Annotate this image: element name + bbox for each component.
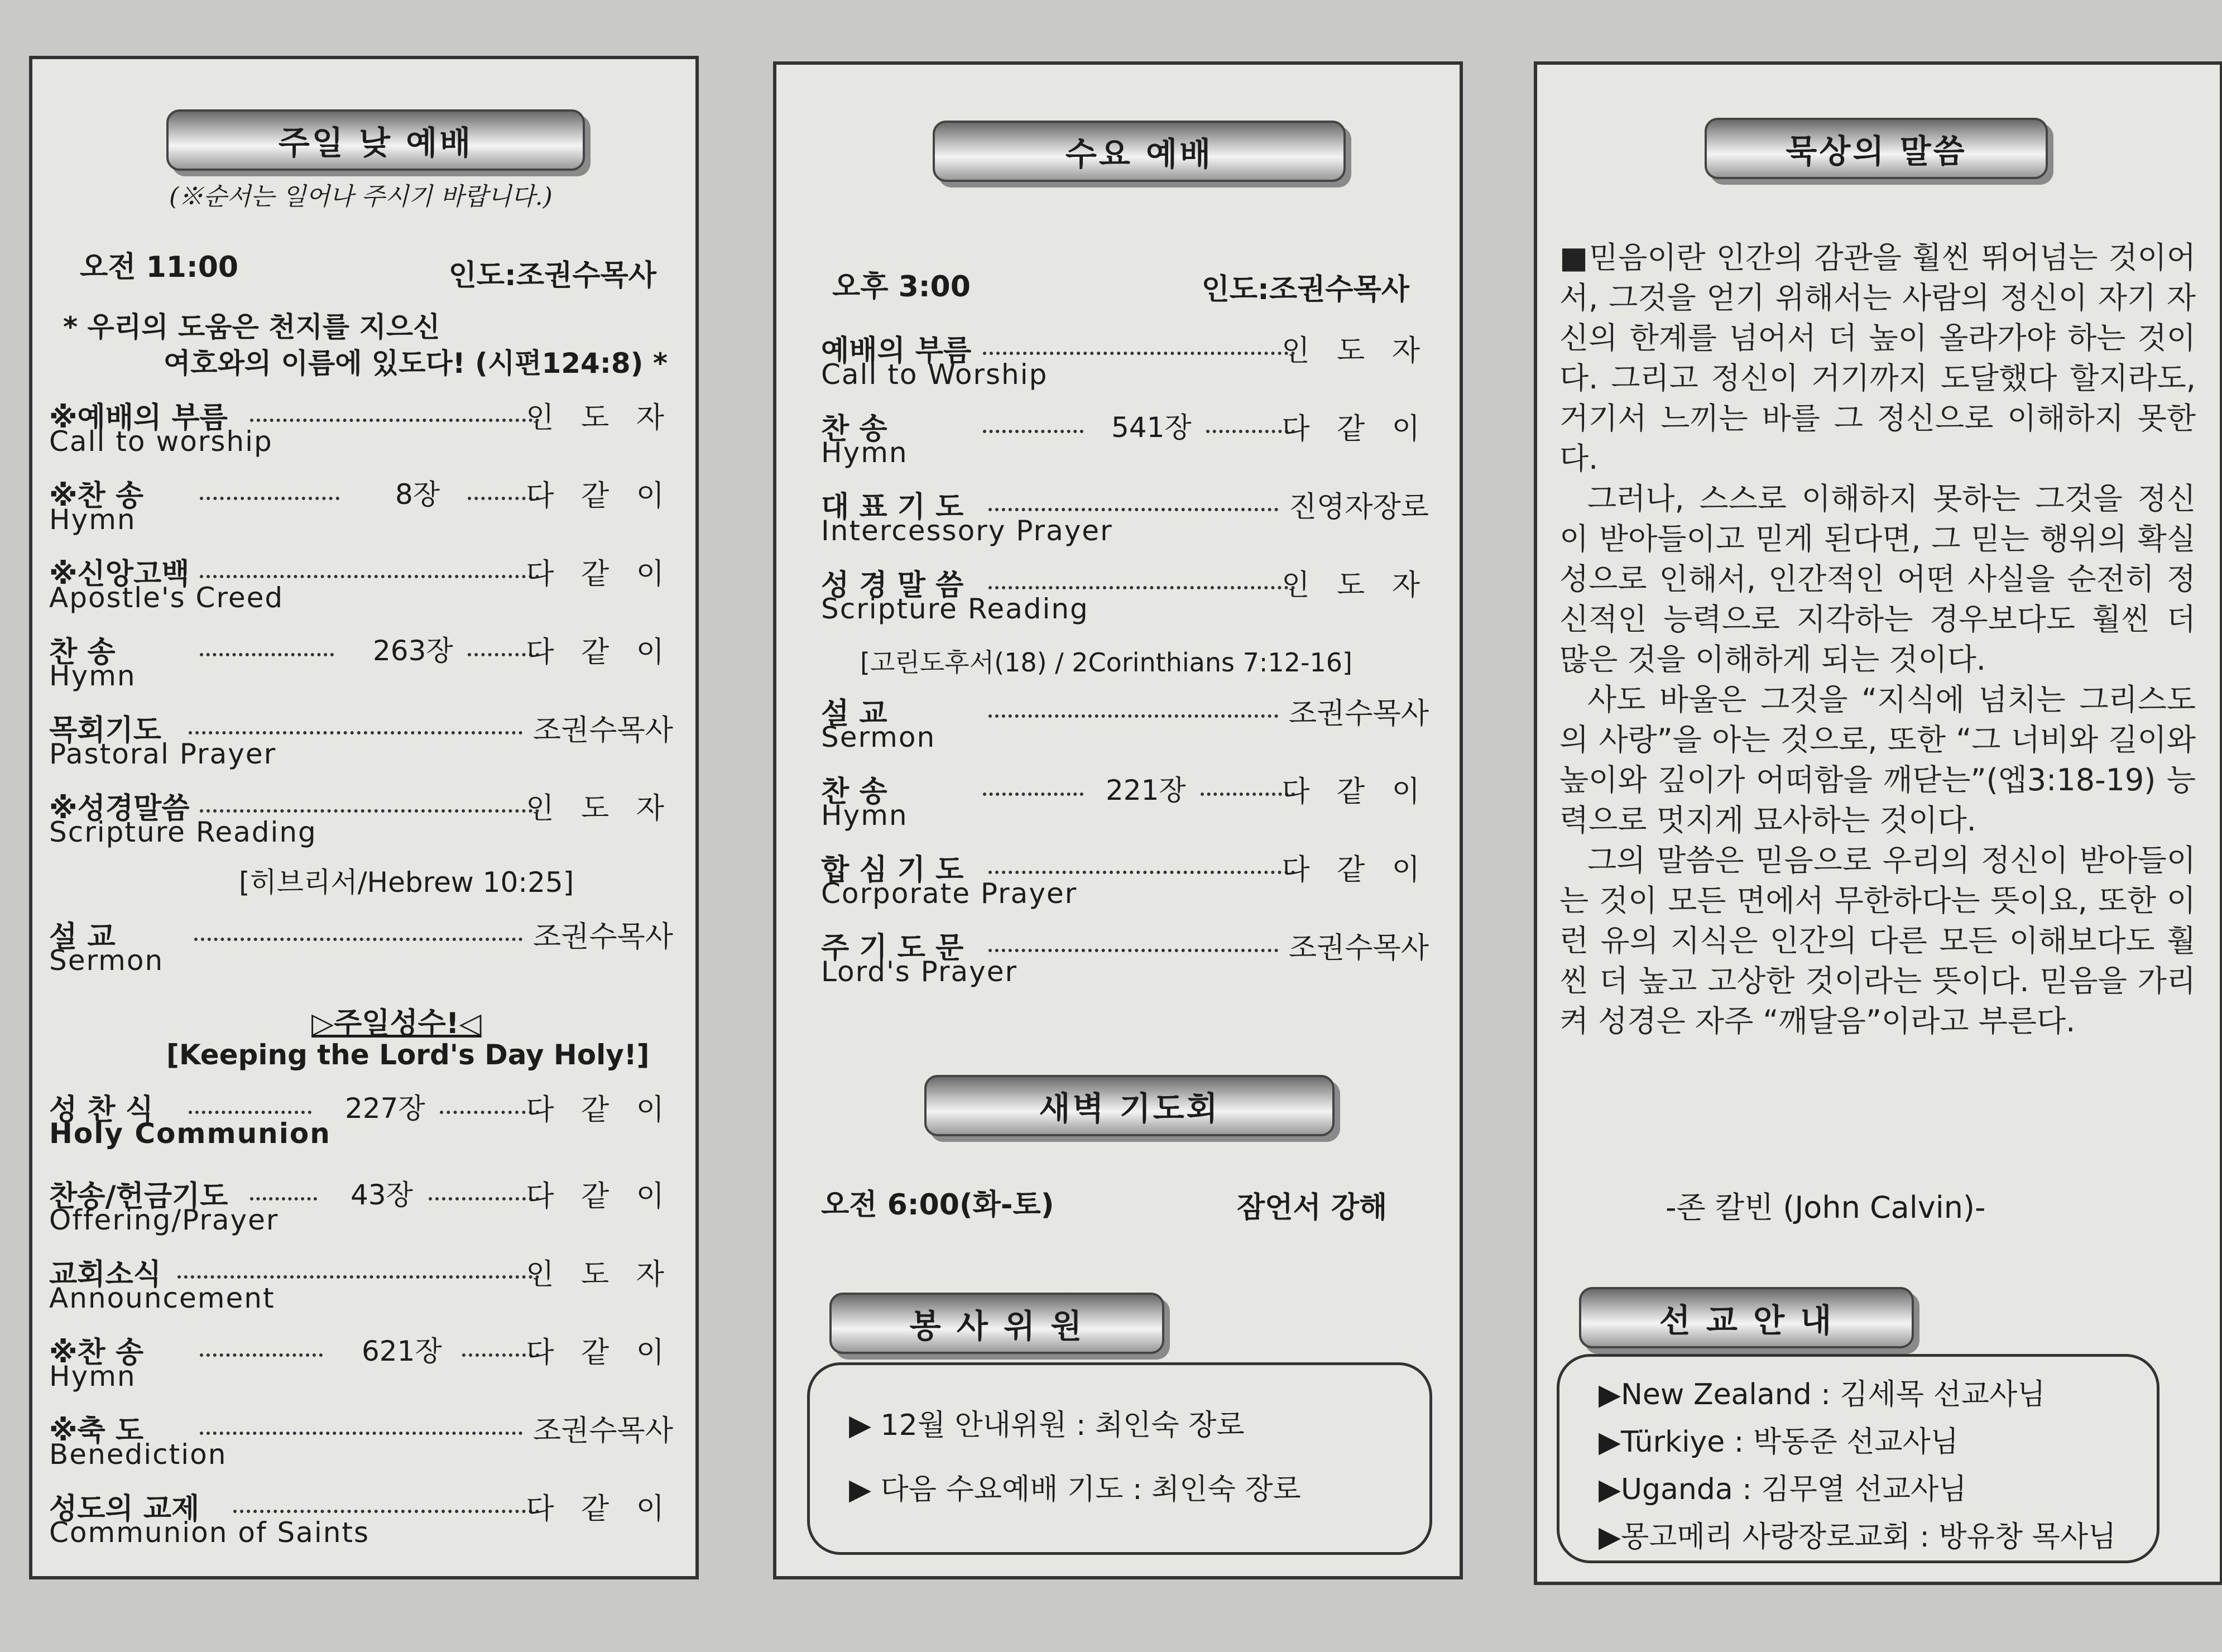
mission-item: ▶Türkiye : 박동준 선교사님 [1599,1425,1959,1459]
leader-dots [200,494,339,500]
order-item [49,1407,673,1485]
item-label: 목회기도 [49,714,161,747]
dawn-prayer-topic: 잠언서 강해 [1237,1191,1388,1224]
item-label: 합 심 기 도 [821,853,964,887]
hymn-number: 541장 [1111,411,1192,444]
wednesday-service-title: 수요 예배 [933,121,1346,182]
mission-item: ▶몽고메리 사랑장로교회 : 방유창 목사님 [1599,1520,2117,1554]
order-item [49,394,673,472]
item-english: Apostle's Creed [49,582,284,614]
mission-box [1557,1354,2159,1563]
item-english: Call to worship [49,425,273,458]
service-item: ▶ 12월 안내위원 : 최인숙 장로 [849,1409,1245,1442]
meditation-panel [1534,61,2222,1585]
wednesday-scripture-ref: [고린도후서(18) / 2Corinthians 7:12-16] [860,647,1352,678]
order-item [821,768,1429,846]
wednesday-leader: 인도:조권수목사 [1201,273,1409,306]
item-english: Communion of Saints [49,1516,370,1549]
item-english: Corporate Prayer [821,877,1078,910]
mission-item: ▶New Zealand : 김세목 선교사님 [1599,1378,2046,1411]
order-note: (※순서는 일어나 주시기 바랍니다.) [169,183,553,211]
service-leader: 인도:조권수목사 [448,259,656,292]
mission-item: ▶Uganda : 김무열 선교사님 [1599,1473,1967,1506]
sunday-service-panel [29,56,699,1579]
item-label: 대 표 기 도 [821,491,964,524]
item-label: 설 교 [821,697,887,731]
order-item [49,472,673,550]
item-leader: 다 같 이 [526,1093,673,1127]
order-item [821,924,1429,1002]
meditation-paragraph: 그의 말씀은 믿음으로 우리의 정신이 받아들이는 것이 모든 면에서 무한하다는 뜻이요, 또한 이런 유의 지식은 인간의 다른 모든 이해보다도 훨씬 더 높고 고상한 것이라는 뜻이다. 믿음을 가리켜 성경은 자주 “깨달음”이라고 부른다. [1559,843,2196,1039]
hymn-number: 227장 [345,1092,425,1125]
item-label: 성도의 교제 [49,1492,200,1526]
item-label: 찬 송 [821,412,887,446]
order-item [821,327,1429,405]
leader-dots [200,1351,323,1357]
leader-dots [189,729,522,734]
item-english: Call to Worship [821,358,1048,391]
item-english: Announcement [49,1282,275,1314]
item-leader: 인 도 자 [1282,569,1429,602]
item-english: Hymn [49,660,136,692]
lords-day-heading: ▷주일성수!◁ [311,1007,482,1040]
leader-dots [250,416,539,422]
service-committee-title: 봉 사 위 원 [829,1293,1164,1354]
item-english: Holy Communion [49,1117,331,1150]
order-item [49,1173,673,1251]
order-item [821,405,1429,483]
wednesday-time: 오후 3:00 [832,270,971,304]
item-english: Pastoral Prayer [49,738,277,770]
meditation-paragraph: 사도 바울은 그것을 “지식에 넘치는 그리스도의 사랑”을 아는 것으로, 또한 “그 너비와 길이와 높이와 깊이가 어떠함을 깨닫는”(엡3:18-19) 능력으로 멋지게 묘사하는 것이다. [1559,682,2196,838]
service-item: ▶ 다음 수요예배 기도 : 최인숙 장로 [849,1473,1301,1506]
meditation-paragraph: 그러나, 스스로 이해하지 못하는 그것을 정신이 받아들이고 믿게 된다면, 그 믿는 행위의 확실성으로 인해서, 인간적인 어떤 사실을 순전히 정신적인 능력으로 지각하는 경우보다도 훨씬 더 많은 것을 이해하게 되는 것이다. [1559,481,2196,677]
item-leader: 진영자장로 [1288,491,1429,524]
item-leader: 다 같 이 [1282,853,1429,887]
leader-dots [983,428,1083,433]
meditation-paragraph: ■믿음이란 인간의 감관을 훨씬 뛰어넘는 것이어서, 그것을 얻기 위해서는 사람의 정신이 자기 자신의 한계를 넘어서 더 높이 올라가야 하는 것이다. 그리고 정신이 거기까지 도달했다 할지라도, 거기서 느끼는 바를 그 정신으로 이해하지 못한다. [1559,240,2196,476]
quote-author: -존 칼빈 (John Calvin)- [1666,1190,1986,1225]
order-item [49,550,673,628]
item-label: ※찬 송 [49,479,144,513]
item-english: Hymn [821,436,908,469]
order-item [49,785,673,863]
item-label: ※성경말씀 [49,792,190,825]
order-item [49,1251,673,1329]
item-leader: 다 같 이 [526,479,673,513]
order-item [821,690,1429,768]
item-leader: 인 도 자 [526,401,673,435]
item-english: Intercessory Prayer [821,515,1113,547]
leader-dots [200,651,334,656]
item-label: 성 경 말 씀 [821,569,964,602]
item-leader: 조권수목사 [532,920,673,954]
item-label: 찬 송 [821,775,887,809]
item-leader: 다 같 이 [526,558,673,591]
item-leader: 인 도 자 [526,792,673,825]
hymn-number: 621장 [362,1335,442,1367]
leader-dots [988,868,1295,874]
item-leader: 다 같 이 [526,1336,673,1370]
item-leader: 다 같 이 [1282,775,1429,809]
item-leader: 다 같 이 [526,636,673,669]
leader-dots [988,712,1278,718]
service-time: 오전 11:00 [80,251,239,284]
leader-dots [988,947,1278,952]
order-item [821,483,1429,561]
lords-day-english: [Keeping the Lord's Day Holy!] [166,1039,650,1071]
mission-title: 선 교 안 내 [1579,1287,1914,1348]
leader-dots [233,1507,539,1513]
dawn-prayer-title: 새벽 기도회 [924,1075,1335,1136]
item-label: ※찬 송 [49,1336,144,1370]
order-item [821,561,1429,640]
item-label: 찬송/헌금기도 [49,1180,228,1213]
verse-line-1: * 우리의 도움은 천지를 지으신 [63,311,440,343]
item-english: Scripture Reading [49,816,317,848]
wednesday-order-list [821,327,1429,1064]
leader-dots [177,1273,539,1279]
order-item [49,1485,673,1563]
leader-dots [250,1195,317,1200]
order-item [49,628,673,707]
item-label: 찬 송 [49,636,116,669]
leader-dots [988,506,1278,511]
leader-dots [988,584,1295,589]
leader-dots [200,807,539,813]
leader-dots [440,1108,539,1114]
item-english: Hymn [821,799,908,832]
item-leader: 다 같 이 [1282,412,1429,446]
item-label: 교회소식 [49,1258,161,1291]
service-committee-box [807,1362,1432,1555]
sunday-scripture-ref: [히브리서/Hebrew 10:25] [239,866,574,899]
item-label: ※예배의 부름 [49,401,228,435]
meditation-text [1559,238,2196,1041]
leader-dots [200,1429,522,1435]
item-english: Lord's Prayer [821,955,1018,988]
item-label: 주 기 도 문 [821,931,964,965]
leader-dots [194,935,522,941]
hymn-number: 221장 [1106,774,1186,806]
item-leader: 조권수목사 [1288,931,1429,965]
item-label: 예배의 부름 [821,334,972,368]
dawn-prayer-time: 오전 6:00(화-토) [821,1188,1054,1222]
item-leader: 다 같 이 [526,1180,673,1213]
item-leader: 조권수목사 [532,714,673,747]
order-item [821,846,1429,924]
leader-dots [200,573,539,578]
sunday-order-list [49,394,673,1566]
item-leader: 인 도 자 [1282,334,1429,368]
item-english: Hymn [49,1360,136,1392]
hymn-number: 8장 [395,478,440,511]
hymn-number: 43장 [351,1179,413,1211]
item-english: Scripture Reading [821,593,1089,625]
item-label: 성 찬 식 [49,1093,153,1127]
hymn-number: 263장 [373,635,453,667]
item-english: Benediction [49,1438,227,1471]
verse-line-2: 여호와의 이름에 있도다! (시편124:8) * [164,347,668,380]
leader-dots [1201,790,1295,796]
item-label: ※신앙고백 [49,558,190,591]
leader-dots [189,1108,311,1114]
order-item [49,707,673,785]
item-leader: 조권수목사 [1288,697,1429,731]
item-english: Hymn [49,503,136,536]
leader-dots [429,1195,539,1200]
item-label: 설 교 [49,920,116,954]
item-leader: 다 같 이 [526,1492,673,1526]
item-english: Offering/Prayer [49,1204,279,1236]
leader-dots [983,790,1083,796]
item-leader: 조권수목사 [532,1414,673,1448]
item-english: Sermon [821,721,936,753]
item-english: Sermon [49,944,164,977]
order-item [49,1086,673,1164]
sunday-service-title: 주일 낮 예배 [166,109,585,171]
order-item [49,913,673,991]
item-label: ※축 도 [49,1414,144,1448]
meditation-title: 묵상의 말씀 [1705,118,2048,179]
wednesday-service-panel [773,61,1463,1579]
order-item [49,1329,673,1407]
item-leader: 인 도 자 [526,1258,673,1291]
leader-dots [983,349,1295,355]
